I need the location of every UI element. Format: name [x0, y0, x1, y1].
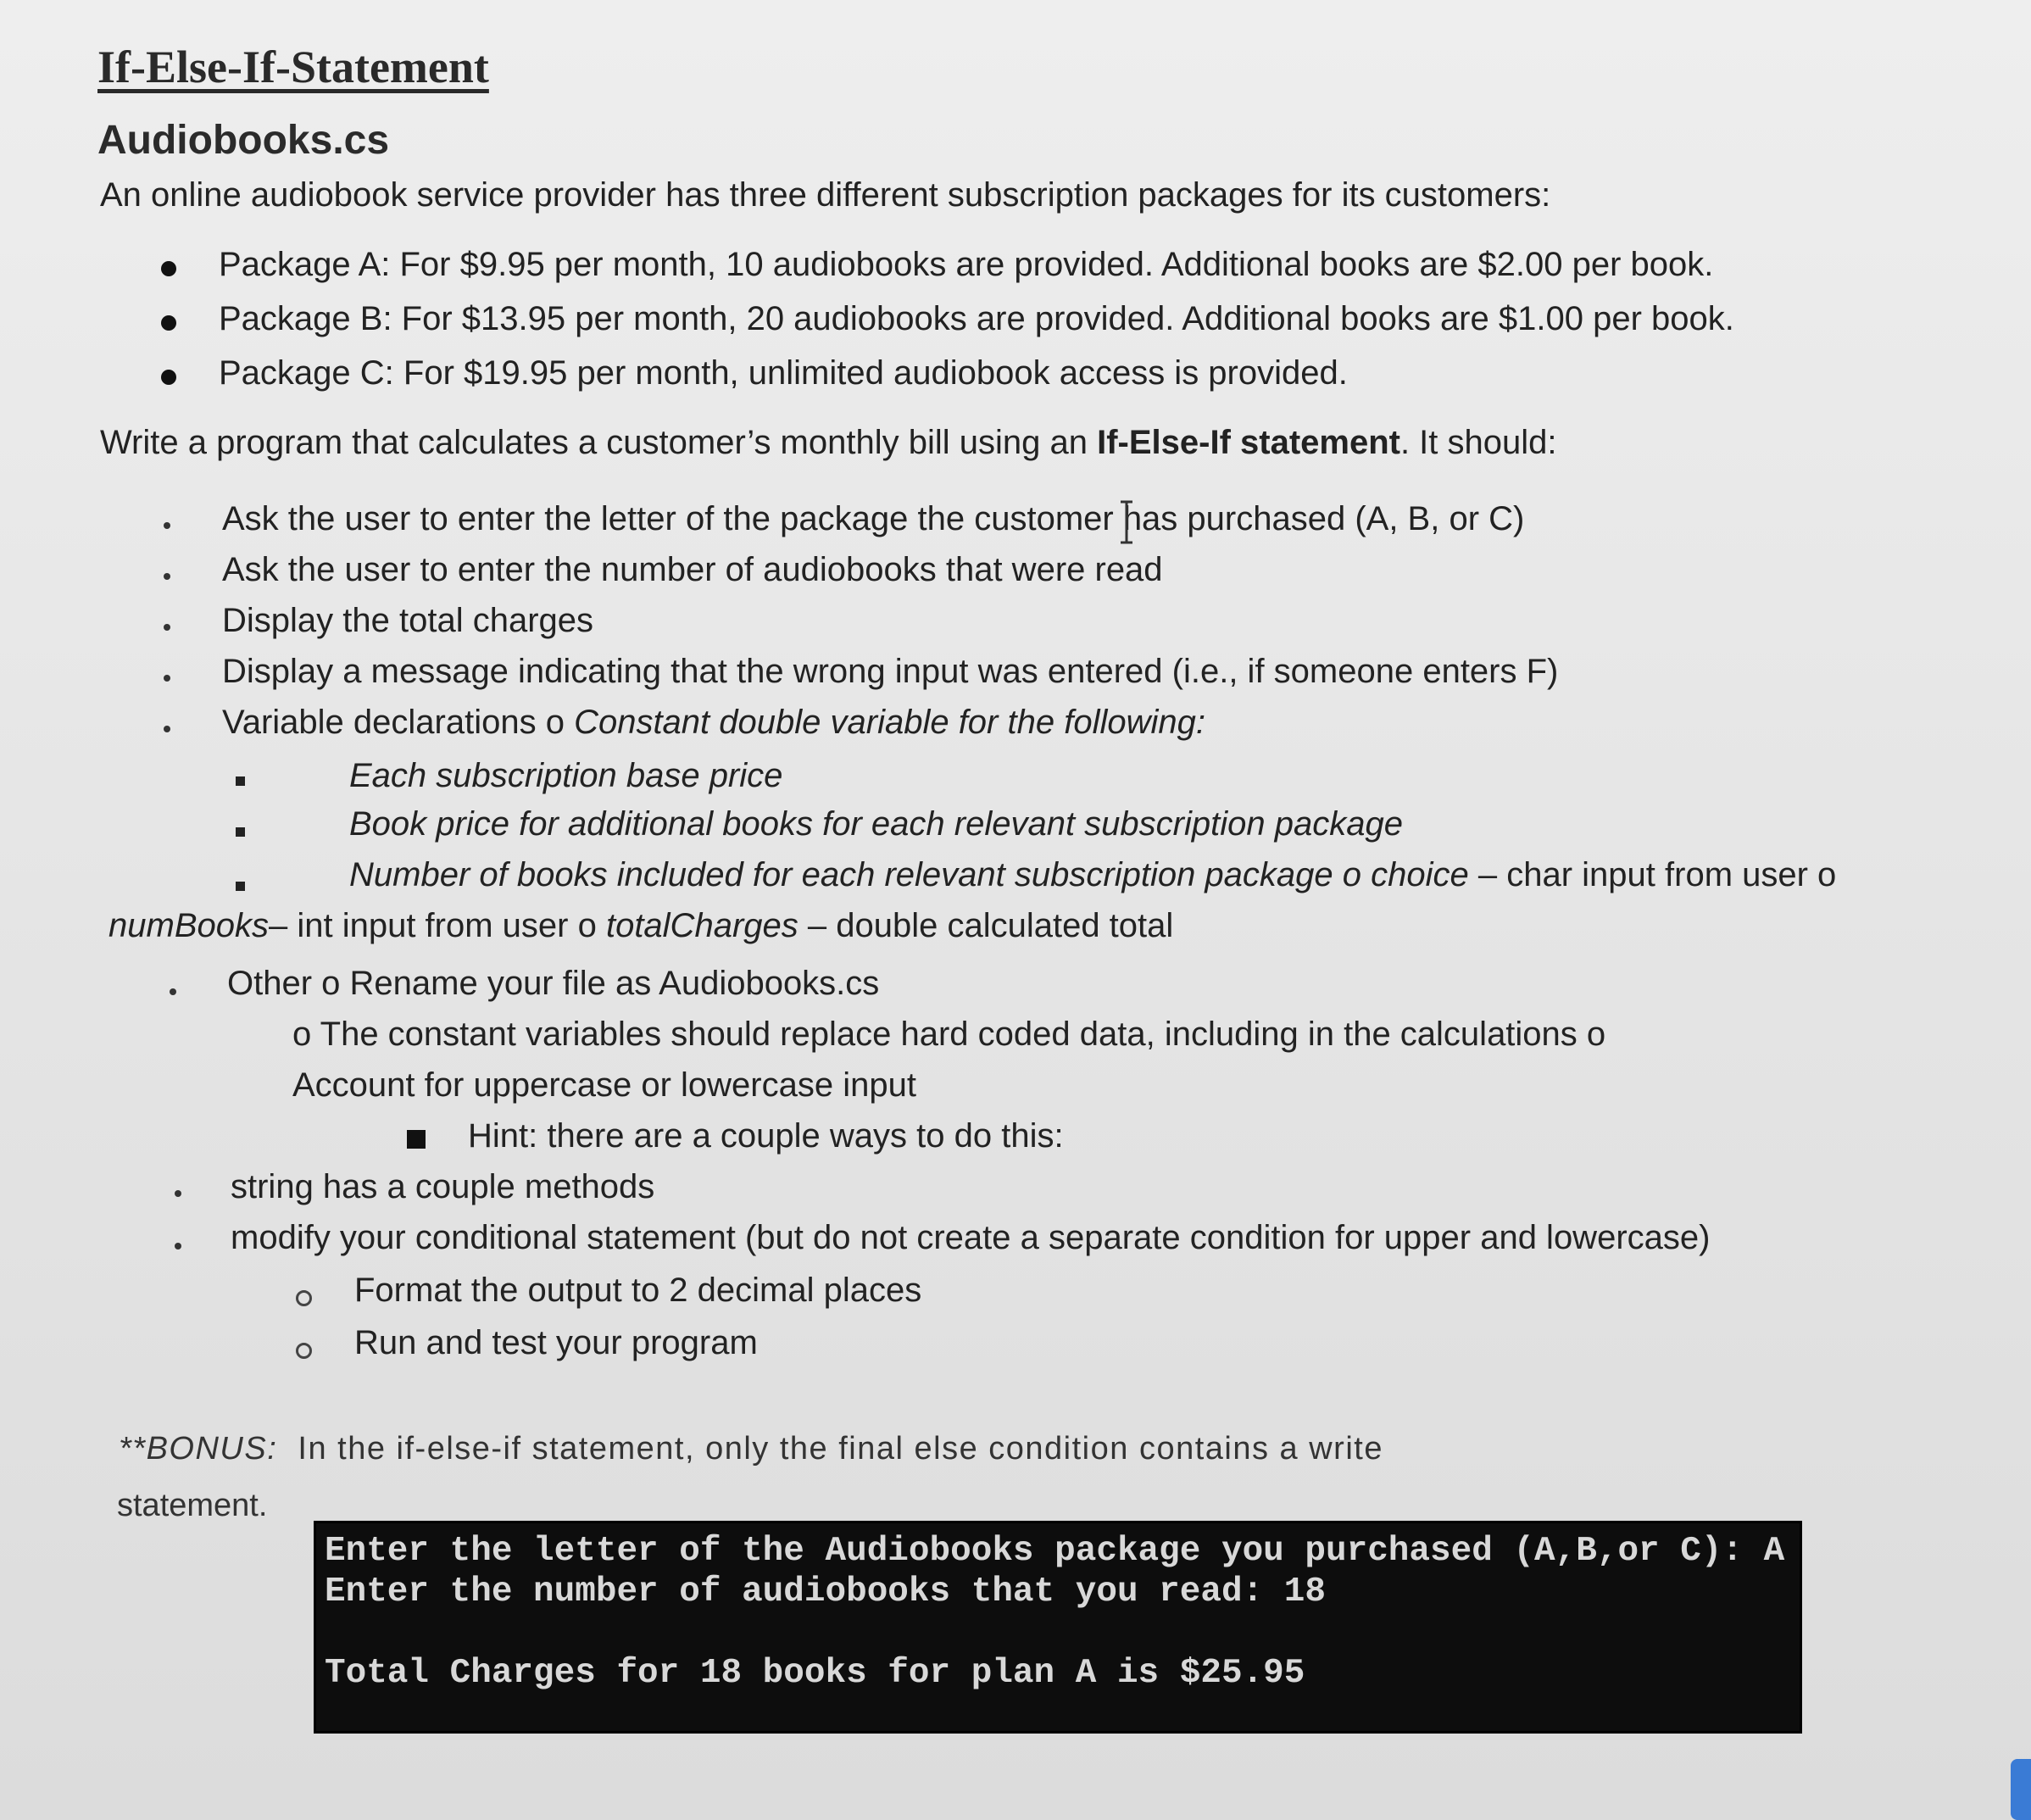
constant-item: Book price for additional books for each relevant subscription package [349, 805, 1403, 843]
bullet-icon [161, 315, 176, 331]
bullet-icon [170, 988, 176, 995]
task-instruction [100, 424, 1557, 462]
bullet-icon [175, 1243, 181, 1250]
bullet-icon [164, 522, 170, 529]
requirement-item: Display the total charges [222, 602, 594, 639]
variables-continued [109, 907, 1173, 945]
bullet-icon [164, 675, 170, 682]
circle-bullet-icon [296, 1290, 312, 1306]
task-suffix: . It should: [1399, 424, 1557, 461]
numbooks-italic: numBooks [109, 907, 269, 944]
totalcharges-plain: – double calculated total [798, 907, 1174, 944]
filename-heading: Audiobooks.cs [97, 118, 390, 163]
hint-item: string has a couple methods [231, 1168, 655, 1205]
scroll-edge-tab[interactable] [2011, 1759, 2031, 1820]
bonus-continued: statement. [117, 1488, 268, 1523]
bonus-label: **BONUS: [119, 1431, 278, 1467]
square-bullet-icon [236, 776, 245, 786]
constant-vars-note: o The constant variables should replace hard coded data, including in the calculations o [292, 1016, 1606, 1053]
requirement-item: Ask the user to enter the letter of the package the customer has purchased (A, B, or C) [222, 500, 1525, 537]
numbooks-plain: – int input from user o [268, 907, 606, 944]
text-cursor-icon [1119, 500, 1134, 544]
bonus-text: In the if-else-if statement, only the final else condition contains a write [298, 1431, 1383, 1467]
package-b: Package B: For $13.95 per month, 20 audiobooks are provided. Additional books are $1.00 per book. [219, 300, 1734, 337]
other-item: Other o Rename your file as Audiobooks.cs [227, 965, 880, 1002]
requirement-item: Display a message indicating that the wrong input was entered (i.e., if someone enters F) [222, 653, 1559, 690]
console-line: Enter the letter of the Audiobooks package you purchased (A,B,or C): A [325, 1532, 1785, 1571]
bonus-line [119, 1431, 1383, 1467]
variables-italic: Constant double variable for the following: [574, 704, 1205, 741]
bullet-icon [161, 261, 176, 276]
console-output [314, 1521, 1802, 1734]
square-bullet-icon [236, 882, 245, 891]
intro-text: An online audiobook service provider has three different subscription packages for its customers: [100, 176, 1551, 214]
bullet-icon [175, 1190, 181, 1197]
bullet-icon [164, 726, 170, 732]
square-bullet-icon [407, 1130, 426, 1149]
requirement-item: Ask the user to enter the number of audiobooks that were read [222, 551, 1163, 588]
package-c: Package C: For $19.95 per month, unlimited audiobook access is provided. [219, 354, 1348, 392]
constants-last-plain: – char input from user o [1468, 856, 1837, 893]
document-title: If-Else-If-Statement [97, 42, 489, 92]
circle-bullet-icon [296, 1343, 312, 1359]
bullet-icon [164, 624, 170, 631]
choice-italic: choice [1371, 856, 1469, 893]
square-bullet-icon [236, 827, 245, 837]
hint-text: Hint: there are a couple ways to do this: [468, 1117, 1064, 1155]
final-item: Run and test your program [354, 1324, 758, 1361]
bullet-icon [164, 573, 170, 580]
task-prefix: Write a program that calculates a customer’s monthly bill using an [100, 424, 1098, 461]
hint-item: modify your conditional statement (but do not create a separate condition for upper and lowercase) [231, 1219, 1711, 1256]
variables-prefix: Variable declarations o [222, 704, 575, 741]
bullet-icon [161, 370, 176, 385]
case-note: Account for uppercase or lowercase input [292, 1066, 916, 1104]
package-a: Package A: For $9.95 per month, 10 audiobooks are provided. Additional books are $2.00 per book. [219, 246, 1714, 283]
final-item: Format the output to 2 decimal places [354, 1272, 922, 1309]
variable-declarations [222, 704, 1205, 742]
constant-item-last [349, 856, 1836, 894]
totalcharges-italic: totalCharges [605, 907, 798, 944]
console-line: Total Charges for 18 books for plan A is $25.95 [325, 1654, 1305, 1693]
constants-last-italic: Number of books included for each relevant subscription package o [349, 856, 1372, 893]
constant-item: Each subscription base price [349, 757, 783, 794]
task-bold: If-Else-If statement [1097, 424, 1400, 461]
console-line: Enter the number of audiobooks that you read: 18 [325, 1572, 1326, 1611]
